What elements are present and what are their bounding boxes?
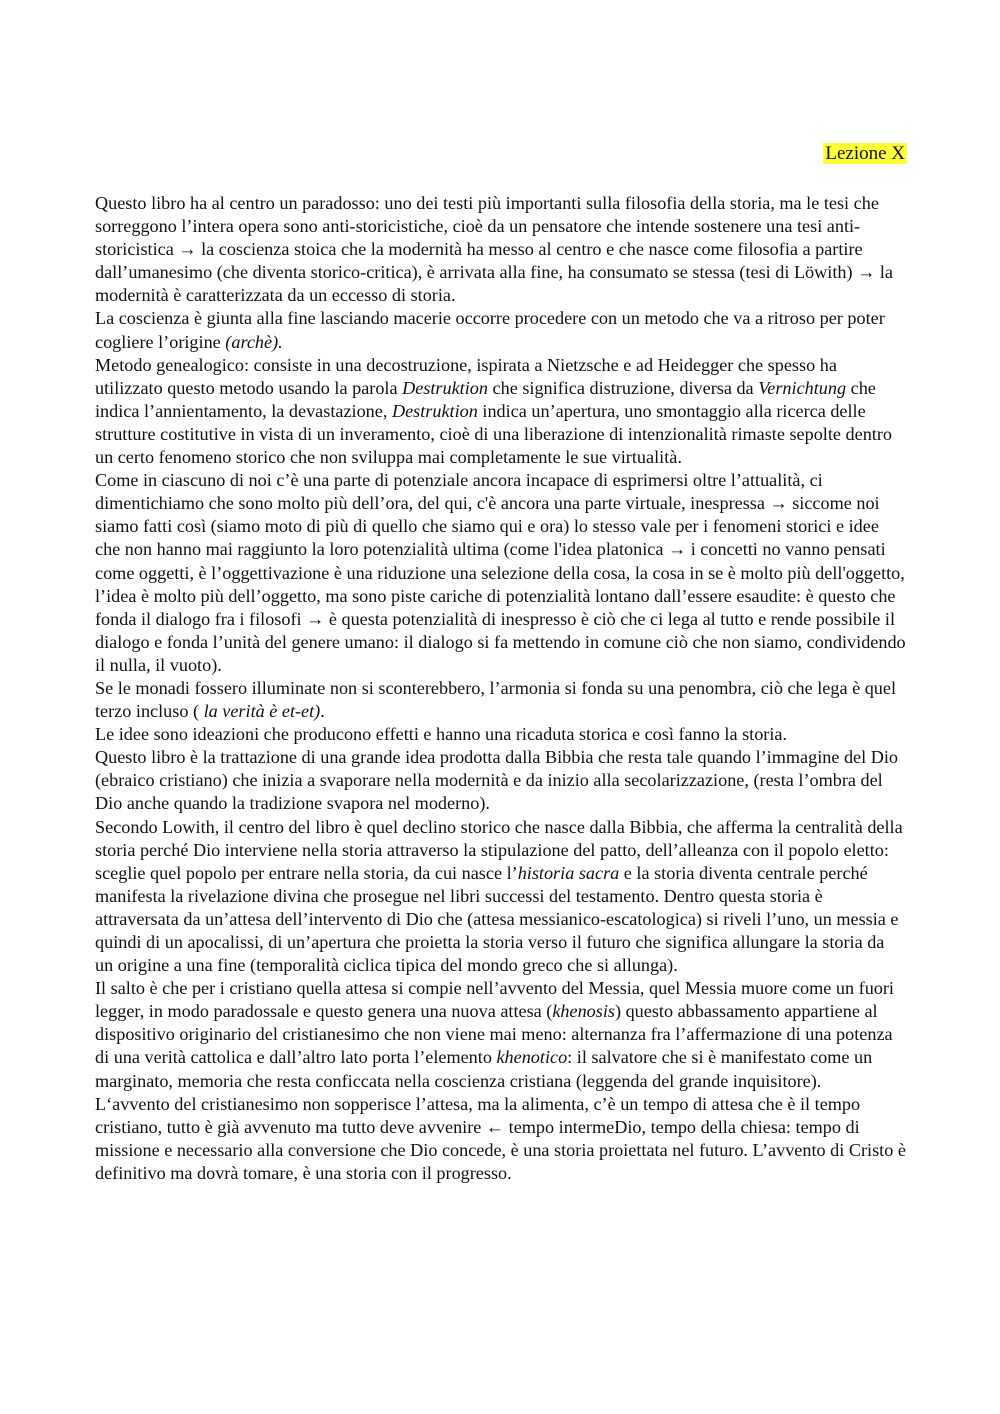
text-run: che indica l’annientamento, la devastazione,: [95, 377, 876, 421]
text-run: Questo libro ha al centro un paradosso: uno dei testi più importanti sulla filosofia della storia, ma le tesi che sorreggono l’intera opera sono anti-storicistiche, cioè da un pensatore che intende sostenere una tesi anti-storicistica → la coscienza stoica che la modernità ha messo al centro e che nasce come filosofia a partire dall’umanesimo (che diventa storico-critica), è arrivata alla fine, ha consumato se stessa (tesi di Löwith) → la modernità è caratterizzata da un eccesso di storia.: [95, 193, 893, 306]
paragraph: [95, 192, 907, 307]
text-run: Secondo Lowith, il centro del libro è quel declino storico che nasce dalla Bibbia, che afferma la centralità della storia perché Dio interviene nella storia attraverso la stipulazione del patto, dell’alleanza con il popolo eletto: sceglie quel popolo per entrare nella storia, da cui nasce l’: [95, 816, 903, 883]
text-run: L‘avvento del cristianesimo non sopperisce l’attesa, ma la alimenta, c’è un tempo di attesa che è il tempo cristiano, tutto è già avvenuto ma tutto deve avvenire ← tempo intermeDio, tempo della chiesa: tempo di missione e necessario alla conversione che Dio concede, è una storia proiettata nel futuro. L’avvento di Cristo è definitivo ma dovrà tomare, è una storia con il progresso.: [95, 1093, 906, 1183]
text-run: Metodo genealogico: consiste in una decostruzione, ispirata a Nietzsche e ad Heidegger che spesso ha utilizzato questo metodo usando la parola: [95, 354, 837, 398]
page-header: [95, 142, 907, 168]
text-run: : il salvatore che si è manifestato come un marginato, memoria che resta conficcata nella coscienza cristiana (leggenda del grande inquisitore).: [95, 1047, 873, 1091]
text-run: Questo libro è la trattazione di una grande idea prodotta dalla Bibbia che resta tale quando l’immagine del Dio (ebraico cristiano) che inizia a svaporare nella modernità e da inizio alla secolarizzazione, (resta l’ombra del Dio anche quando la tradizione svapora nel moderno).: [95, 747, 899, 814]
italic-text: la verità è et-et): [203, 701, 321, 722]
paragraph: [95, 307, 907, 353]
italic-text: khenotico: [496, 1047, 568, 1068]
italic-text: historia sacra: [517, 862, 620, 883]
text-run: che significa distruzione, diversa da: [487, 377, 759, 398]
text-run: .: [320, 701, 325, 722]
paragraph: [95, 723, 907, 746]
lesson-label: Lezione X: [825, 143, 905, 164]
text-run: Come in ciascuno di noi c’è una parte di potenziale ancora incapace di esprimersi oltre l’attualità, ci dimentichiamo che sono molto più dell’ora, del qui, c'è ancora una parte virtuale, inespressa → siccome noi siamo fatti così (siamo moto di più di quello che siamo qui e ora) lo stesso vale per i fenomeni storici e idee che non hanno mai raggiunto la loro potenzialità ultima (come l'idea platonica → i concetti no vanno pensati come oggetti, è l’oggettivazione è una riduzione una selezione della cosa, la cosa in se è molto più dell'oggetto, l’idea è molto più dell’oggetto, ma sono piste cariche di potenzialità lontano dall’essere esaudite: è questo che fonda il dialogo fra i filosofi → è questa potenzialità di inespresso è ciò che ci lega al tutto e rende possibile il dialogo e fonda l’unità del genere umano: il dialogo si fa mettendo in comune ciò che non siamo, condividendo il nulla, il vuoto).: [95, 470, 906, 675]
paragraph: [95, 977, 907, 1092]
italic-text: Vernichtung: [758, 377, 847, 398]
paragraph: [95, 677, 907, 723]
text-run: Se le monadi fossero illuminate non si sconterebbero, l’armonia si fonda su una penombra, ciò che lega è quel terzo incluso (: [95, 677, 897, 722]
text-run: indica un’apertura, uno smontaggio alla ricerca delle strutture costitutive in vista di un inveramento, cioè di una liberazione di intenzionalità rimaste sepolte dentro un certo fenomeno storico che non sviluppa mai completamente le sue virtualità.: [95, 400, 892, 468]
document-page: [95, 142, 907, 1185]
body-text: [95, 192, 907, 1185]
italic-text: Destruktion: [391, 400, 478, 421]
paragraph: [95, 816, 907, 978]
italic-text: (archè).: [225, 331, 283, 352]
text-run: ) questo abbassamento appartiene al dispositivo originario del cristianesimo che non viene mai meno: alternanza fra l’affermazione di una potenza di una verità cattolica e dall’altro lato porta l’elemento: [95, 1001, 893, 1068]
text-run: Le idee sono ideazioni che producono effetti e hanno una ricaduta storica e così fanno la storia.: [95, 724, 788, 745]
paragraph: [95, 469, 907, 677]
text-run: La coscienza è giunta alla fine lasciando macerie occorre procedere con un metodo che va a ritroso per poter cogliere l’origine: [95, 308, 885, 352]
paragraph: [95, 746, 907, 815]
text-run: e la storia diventa centrale perché manifesta la rivelazione divina che prosegue nel libri successi del testamento. Dentro questa storia è attraversata da un’attesa dell’intervento di Dio che (attesa messianico-escatologica) si riveli l’uno, un messia e quindi di un apocalissi, di un’apertura che proietta la storia verso il futuro che significa allungare la storia da un origine a una fine (temporalità ciclica tipica del mondo greco che si allunga).: [95, 862, 899, 976]
italic-text: khenosis: [552, 1001, 615, 1022]
paragraph: [95, 1093, 907, 1185]
italic-text: Destruktion: [402, 377, 488, 398]
paragraph: [95, 354, 907, 469]
text-run: Il salto è che per i cristiano quella attesa si compie nell’avvento del Messia, quel Messia muore come un fuori legger, in modo paradossale e questo genera una nuova attesa (: [95, 978, 894, 1022]
